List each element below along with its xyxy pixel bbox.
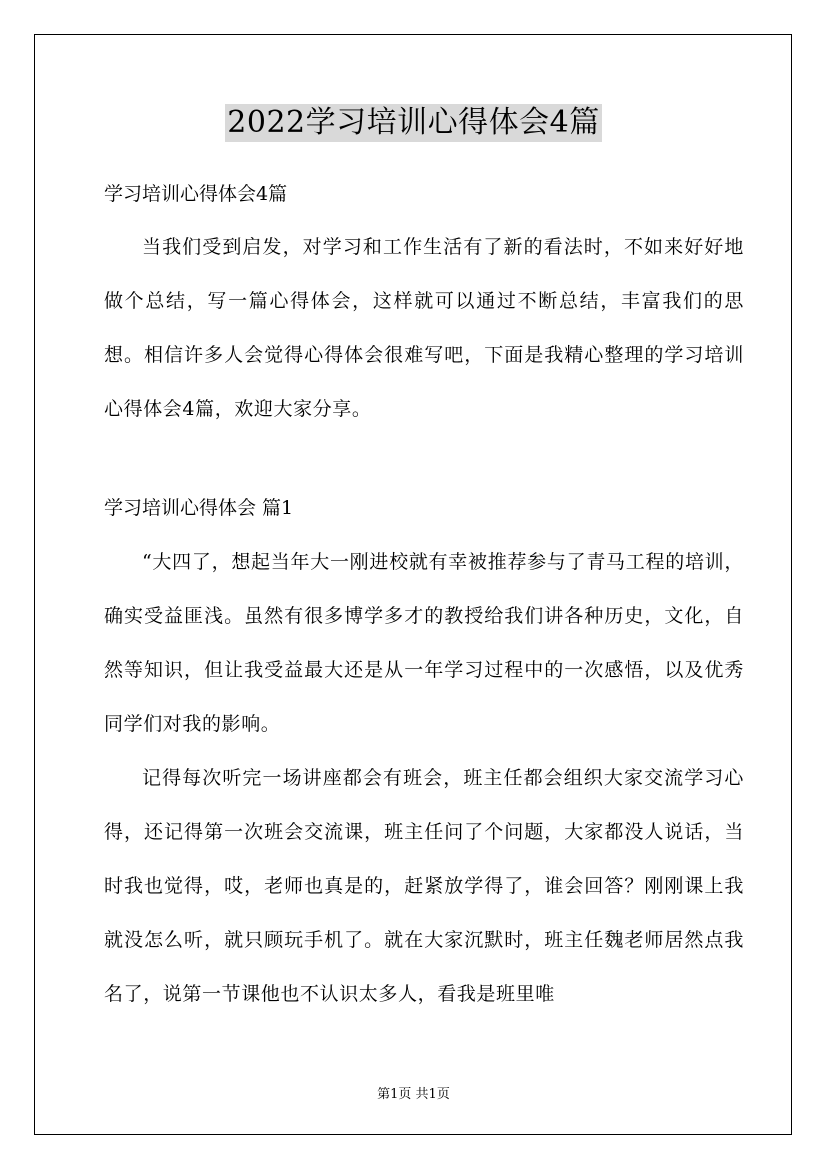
intro-paragraph: 当我们受到启发，对学习和工作生活有了新的看法时，不如来好好地做个总结，写一篇心得体会，这样就可以通过不断总结，丰富我们的思想。相信许多人会觉得心得体会很难写吧，下面是我精心整理的学习培训心得体会4篇，欢迎大家分享。 [104, 236, 744, 420]
title-container [0, 104, 827, 142]
section-heading: 学习培训心得体会 篇1 [104, 497, 294, 519]
body-paragraph: “大四了，想起当年大一刚进校就有幸被推荐参与了青马工程的培训，确实受益匪浅。虽然有很多博学多才的教授给我们讲各种历史，文化，自然等知识，但让我受益最大还是从一年学习过程中的一次感悟，以及优秀同学们对我的影响。 [104, 551, 744, 735]
document-subtitle: 学习培训心得体会4篇 [104, 183, 288, 205]
page-footer: 第1页 共1页 [377, 1087, 450, 1102]
document-body [104, 172, 744, 1021]
document-title: 2022学习培训心得体会4篇 [227, 105, 600, 140]
body-paragraph: 记得每次听完一场讲座都会有班会，班主任都会组织大家交流学习心得，还记得第一次班会交流课，班主任问了个问题，大家都没人说话，当时我也觉得，哎，老师也真是的，赶紧放学得了，谁会回答？刚刚课上我就没怎么听，就只顾玩手机了。就在大家沉默时，班主任魏老师居然点我名了，说第一节课他也不认识太多人，看我是班里唯 [104, 767, 744, 1005]
